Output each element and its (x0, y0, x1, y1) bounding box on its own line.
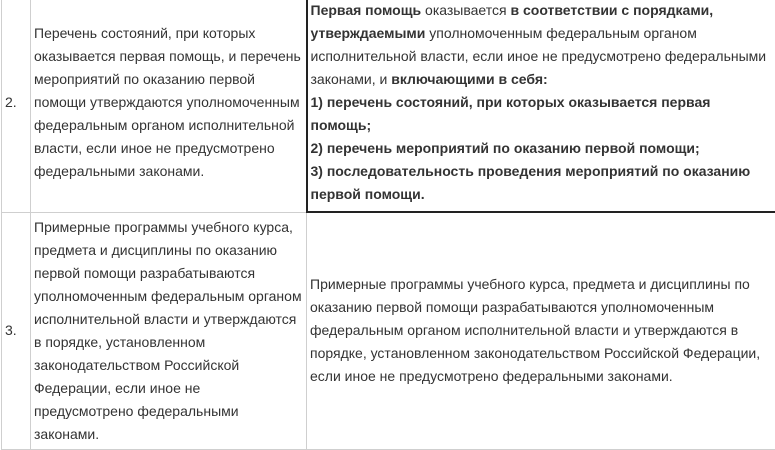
text-segment: уполномоченным федеральным органом исполнительной власти, если иное не предусмотрено федеральными законами, и (311, 25, 767, 87)
row-number: 2. (2, 0, 31, 212)
list-item: 2) перечень мероприятий по оказанию первой помощи; (311, 137, 772, 160)
text-segment: в соответствии с порядками, утверждаемыми (311, 2, 714, 41)
text-segment: Первая помощь (311, 2, 422, 18)
text-segment: оказывается (421, 2, 510, 18)
text-segment: включающими в себя: (391, 71, 547, 87)
list-item: 3) последовательность проведения мероприятий по оказанию первой помощи. (311, 160, 772, 206)
new-wording-intro (311, 0, 772, 91)
old-wording-cell: Примерные программы учебного курса, предмета и дисциплины по оказанию первой помощи разрабатываются уполномоченным федеральным органом исполнительной власти и утверждаются в порядке, установленном законодательством Российской Федерации, если иное не предусмотрено федеральными законами. (31, 212, 307, 449)
list-item: 1) перечень состояний, при которых оказывается первая помощь; (311, 91, 772, 137)
old-wording-cell: Перечень состояний, при которых оказывается первая помощь, и перечень мероприятий по оказанию первой помощи утверждаются уполномоченным федеральным органом исполнительной власти, если иное не предусмотрено федеральными законами. (31, 0, 307, 212)
row-number: 3. (2, 212, 31, 449)
new-wording-cell (307, 0, 775, 212)
table-row (2, 212, 775, 449)
new-wording-cell: Примерные программы учебного курса, предмета и дисциплины по оказанию первой помощи разрабатываются уполномоченным федеральным органом исполнительной власти и утверждаются в порядке, установленном законодательством Российской Федерации, если иное не предусмотрено федеральными законами. (307, 212, 775, 449)
comparison-table (1, 0, 775, 450)
table-row (2, 0, 775, 212)
